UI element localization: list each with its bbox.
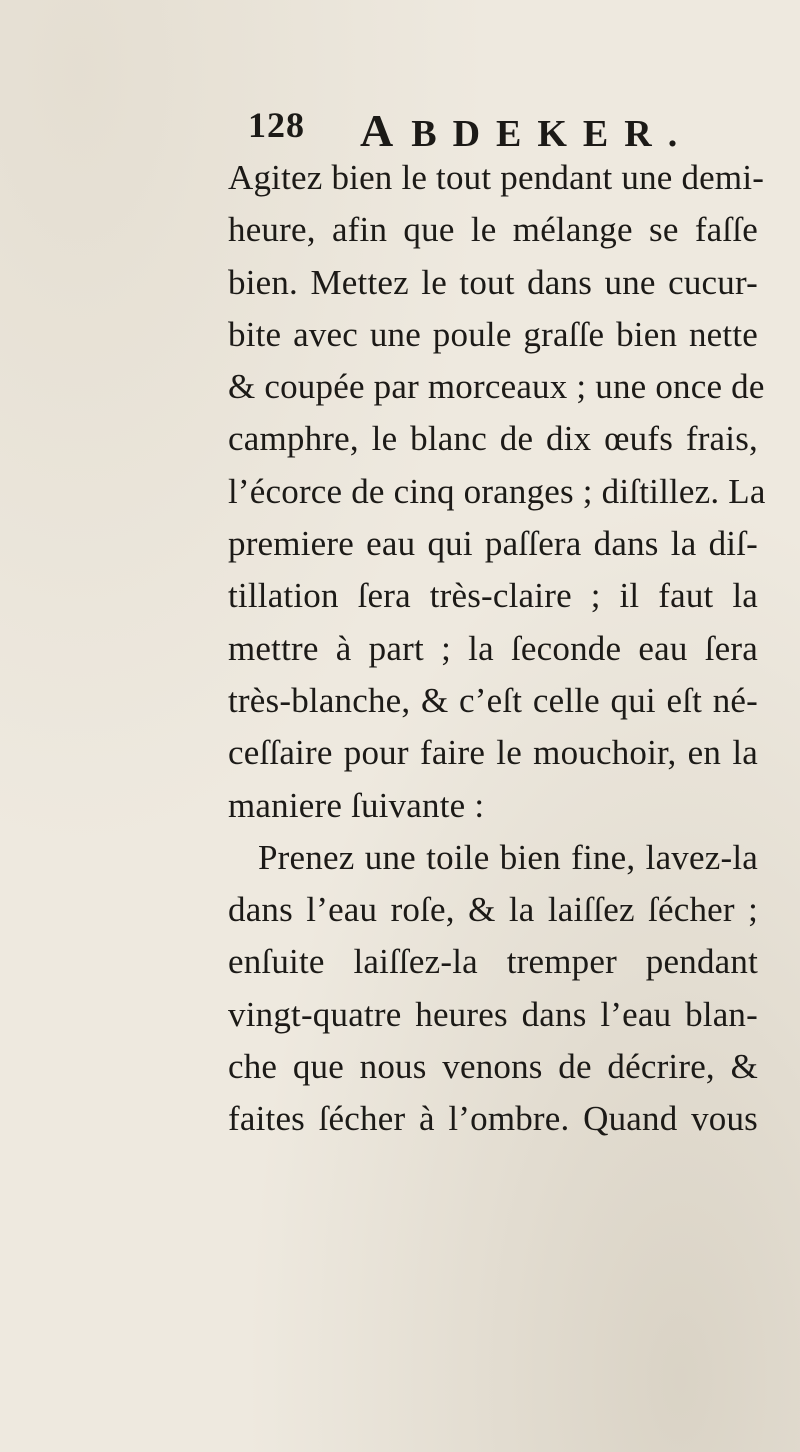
page-number: 128 <box>248 105 305 145</box>
text-line: l’écorce de cinq oranges ; diſtillez. La <box>228 471 766 511</box>
text-line: camphre, le blanc de dix œufs frais, <box>228 419 758 459</box>
body-text <box>228 152 766 1146</box>
text-line: vingt-quatre heures dans l’eau blan- <box>228 994 758 1034</box>
text-line-paragraph-start: Prenez une toile bien fine, lavez-la <box>258 837 758 877</box>
text-line: dans l’eau roſe, & la laiſſez ſécher ; <box>228 890 758 930</box>
text-line: tillation ſera très-claire ; il faut la <box>228 576 758 616</box>
text-line: très-blanche, & c’eſt celle qui eſt né- <box>228 680 758 720</box>
running-title <box>360 104 693 157</box>
text-line: bite avec une poule graſſe bien nette <box>228 314 758 354</box>
running-title-rest: BDEKER. <box>411 113 694 155</box>
running-title-initial: A <box>360 105 412 156</box>
text-line: bien. Mettez le tout dans une cucur- <box>228 262 758 302</box>
text-line: che que nous venons de décrire, & <box>228 1047 758 1087</box>
text-line: heure, afin que le mélange se faſſe <box>228 210 758 250</box>
text-line: & coupée par morceaux ; une once de <box>228 367 765 407</box>
text-line: Agitez bien le tout pendant une demi- <box>228 158 765 197</box>
text-line: enſuite laiſſez-la tremper pendant <box>228 942 758 982</box>
text-line: ceſſaire pour faire le mouchoir, en la <box>228 733 758 773</box>
running-head <box>248 104 694 156</box>
text-line: mettre à part ; la ſeconde eau ſera <box>228 628 758 668</box>
text-line: maniere ſuivante : <box>228 785 485 825</box>
text-line: faites ſécher à l’ombre. Quand vous <box>228 1099 758 1139</box>
text-line: premiere eau qui paſſera dans la diſ- <box>228 524 758 564</box>
